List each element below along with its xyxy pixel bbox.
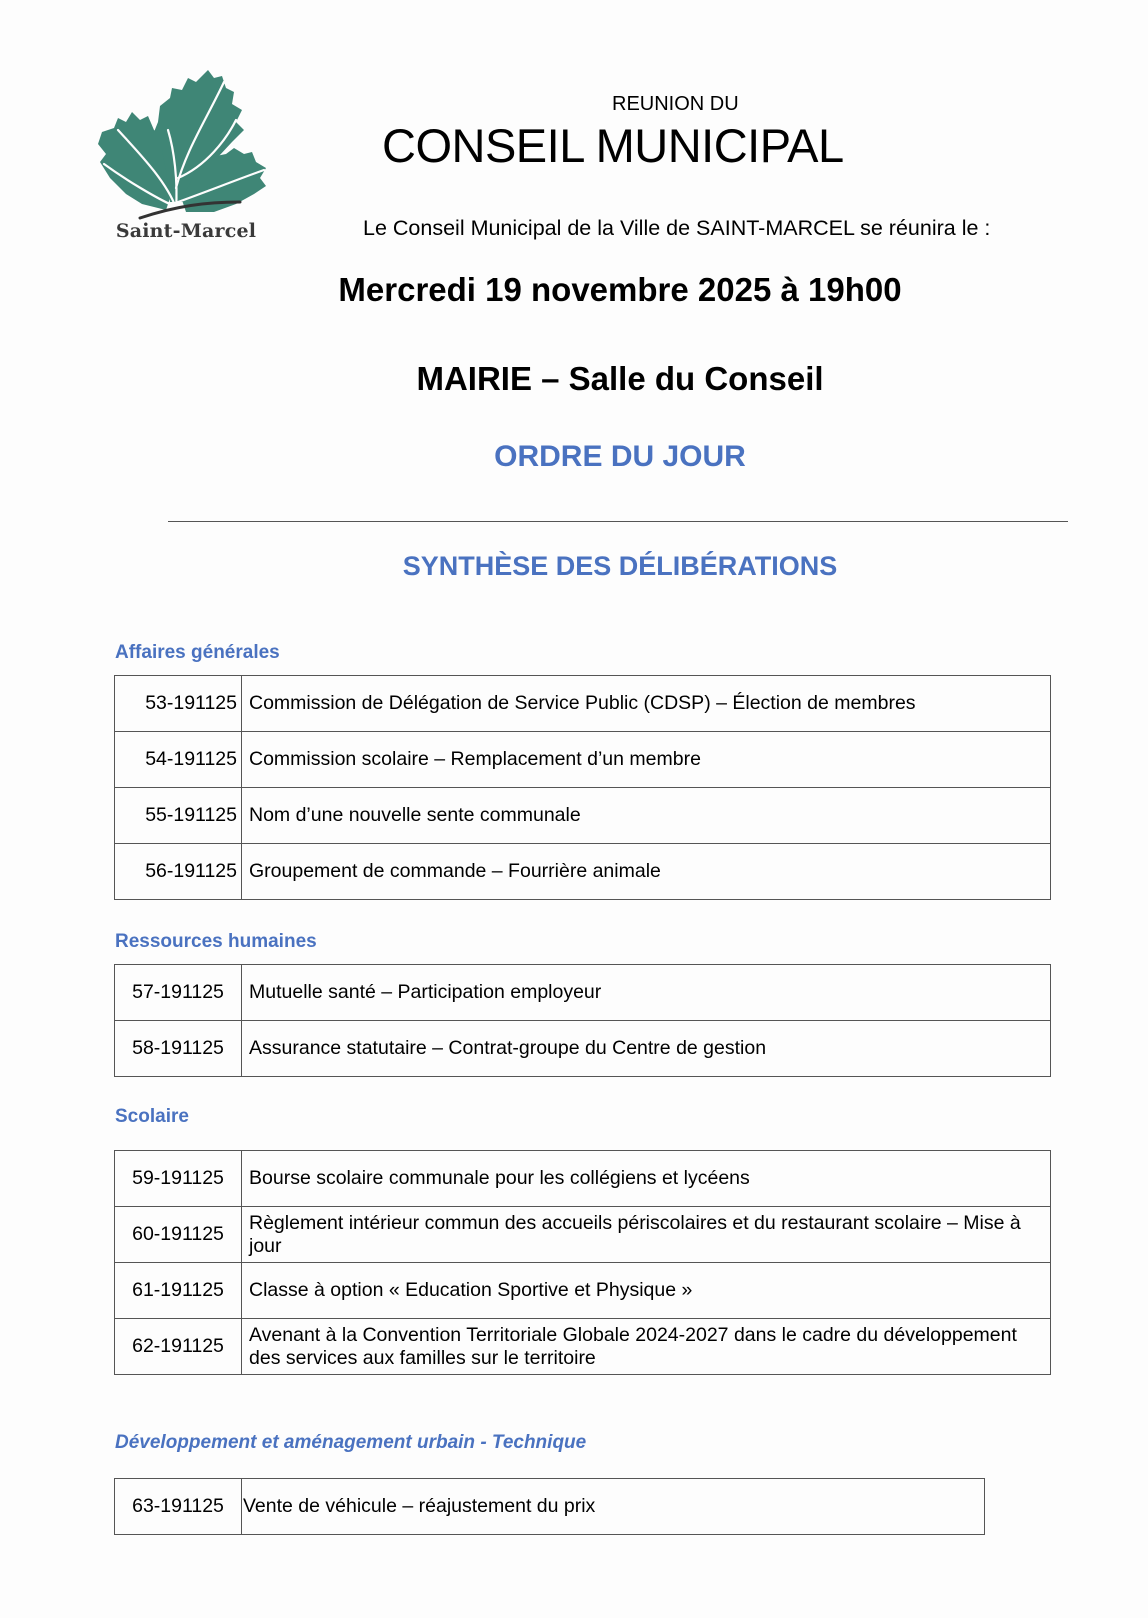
saint-marcel-logo <box>96 70 268 250</box>
deliberation-title: Avenant à la Convention Territoriale Globale 2024-2027 dans le cadre du développement des services aux familles sur le territoire <box>242 1319 1051 1375</box>
ordre-du-jour-heading: ORDRE DU JOUR <box>494 440 746 473</box>
deliberation-number: 54-191125 <box>115 732 242 788</box>
page-title: CONSEIL MUNICIPAL <box>382 119 844 172</box>
deliberation-number: 60-191125 <box>115 1207 242 1263</box>
deliberation-number: 55-191125 <box>115 788 242 844</box>
deliberation-number: 53-191125 <box>115 676 242 732</box>
deliberation-title: Commission scolaire – Remplacement d’un membre <box>242 732 1051 788</box>
table-row <box>115 1021 1051 1077</box>
deliberation-title: Règlement intérieur commun des accueils périscolaires et du restaurant scolaire – Mise à jour <box>242 1207 1051 1263</box>
table-row <box>115 844 1051 900</box>
agenda-table-affaires-generales <box>114 675 1051 900</box>
agenda-table-ressources-humaines <box>114 964 1051 1077</box>
table-row <box>115 1319 1051 1375</box>
agenda-table-scolaire <box>114 1150 1051 1375</box>
reunion-label: REUNION DU <box>612 93 739 115</box>
meeting-date: Mercredi 19 novembre 2025 à 19h00 <box>338 271 902 308</box>
synthese-heading: SYNTHÈSE DES DÉLIBÉRATIONS <box>402 551 838 581</box>
deliberation-title: Mutuelle santé – Participation employeur <box>242 965 1051 1021</box>
deliberation-title: Assurance statutaire – Contrat-groupe du Centre de gestion <box>242 1021 1051 1077</box>
deliberation-title: Bourse scolaire communale pour les collégiens et lycéens <box>242 1151 1051 1207</box>
table-row <box>115 1207 1051 1263</box>
table-row <box>115 1151 1051 1207</box>
table-row <box>115 732 1051 788</box>
deliberation-title: Commission de Délégation de Service Public (CDSP) – Élection de membres <box>242 676 1051 732</box>
table-row <box>115 788 1051 844</box>
table-row <box>115 1479 985 1535</box>
section-title-ressources-humaines: Ressources humaines <box>115 931 317 952</box>
intro-text: Le Conseil Municipal de la Ville de SAINT-MARCEL se réunira le : <box>363 216 991 240</box>
logo-text: Saint-Marcel <box>115 220 257 242</box>
table-row <box>115 965 1051 1021</box>
agenda-table-developpement-urbain <box>114 1478 985 1535</box>
deliberation-number: 56-191125 <box>115 844 242 900</box>
section-title-scolaire: Scolaire <box>115 1106 189 1127</box>
deliberation-title: Vente de véhicule – réajustement du prix <box>242 1479 985 1535</box>
deliberation-number: 59-191125 <box>115 1151 242 1207</box>
deliberation-number: 58-191125 <box>115 1021 242 1077</box>
leaf-icon <box>96 70 268 220</box>
deliberation-title: Nom d’une nouvelle sente communale <box>242 788 1051 844</box>
section-title-developpement-urbain: Développement et aménagement urbain - Technique <box>115 1432 587 1453</box>
table-row <box>115 1263 1051 1319</box>
divider <box>168 521 1068 522</box>
deliberation-number: 61-191125 <box>115 1263 242 1319</box>
deliberation-title: Groupement de commande – Fourrière animale <box>242 844 1051 900</box>
deliberation-title: Classe à option « Education Sportive et Physique » <box>242 1263 1051 1319</box>
deliberation-number: 57-191125 <box>115 965 242 1021</box>
meeting-place: MAIRIE – Salle du Conseil <box>416 360 824 397</box>
deliberation-number: 62-191125 <box>115 1319 242 1375</box>
table-row <box>115 676 1051 732</box>
deliberation-number: 63-191125 <box>115 1479 242 1535</box>
section-title-affaires-generales: Affaires générales <box>115 642 280 663</box>
